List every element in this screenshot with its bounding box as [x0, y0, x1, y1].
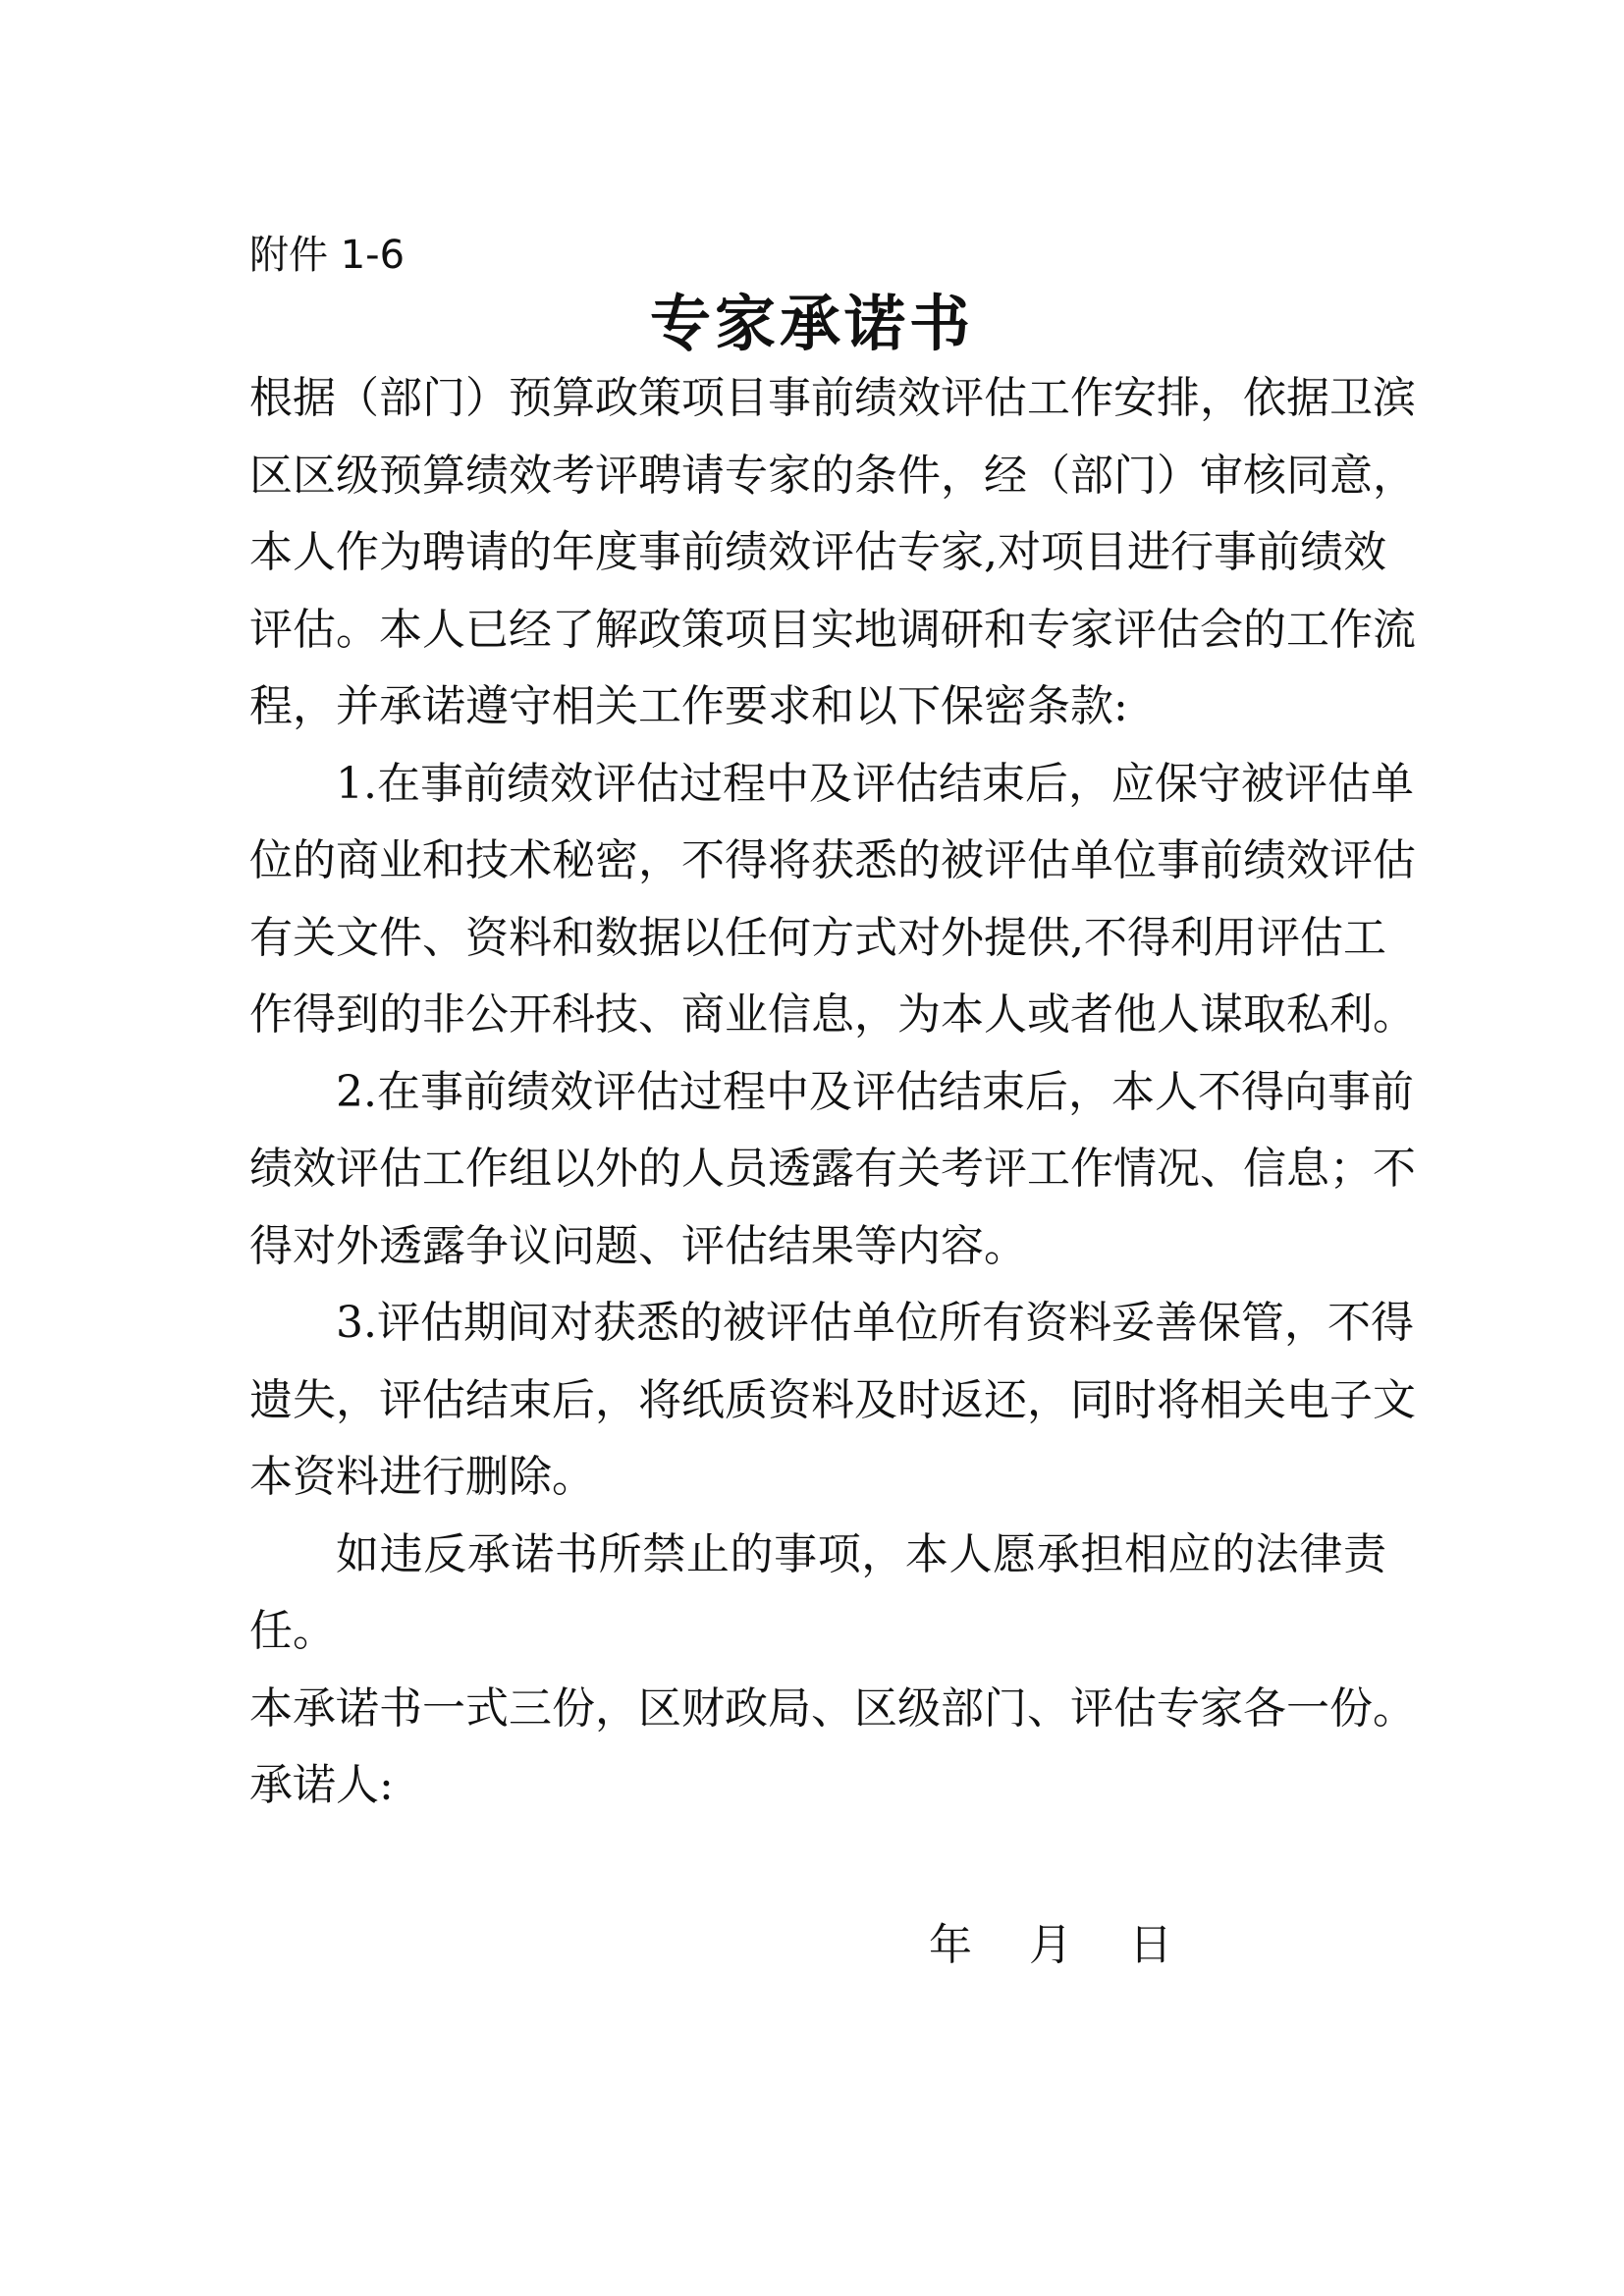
document-title: 专家承诺书 [649, 288, 974, 359]
date-month: 月 [1029, 1920, 1072, 1970]
document-body [249, 373, 1416, 1838]
attachment-label: 附件 1-6 [249, 233, 406, 278]
liability-line: 任。 [249, 1606, 336, 1656]
clause-1-line: 作得到的非公开科技、商业信息，为本人或者他人谋取私利。 [249, 989, 1416, 1040]
date-year: 年 [929, 1920, 972, 1970]
clause-1-line: 1.在事前绩效评估过程中及评估结束后，应保守被评估单 [336, 758, 1414, 809]
clause-3-line: 3.评估期间对获悉的被评估单位所有资料妥善保管，不得 [336, 1298, 1414, 1348]
clause-2-line: 2.在事前绩效评估过程中及评估结束后，本人不得向事前 [336, 1066, 1414, 1117]
text-line: 本人作为聘请的年度事前绩效评估专家,对项目进行事前绩效 [249, 527, 1386, 577]
clause-3-line: 遗失，评估结束后，将纸质资料及时返还，同时将相关电子文 [249, 1374, 1416, 1425]
copies-line: 本承诺书一式三份，区财政局、区级部门、评估专家各一份。 [249, 1682, 1416, 1734]
clause-2-line: 绩效评估工作组以外的人员透露有关考评工作情况、信息；不 [249, 1144, 1416, 1194]
clause-1-line: 位的商业和技术秘密，不得将获悉的被评估单位事前绩效评估 [249, 835, 1416, 885]
clause-1-line: 有关文件、资料和数据以任何方式对外提供,不得利用评估工 [249, 912, 1386, 963]
liability-line: 如违反承诺书所禁止的事项，本人愿承担相应的法律责 [336, 1528, 1386, 1579]
date-day: 日 [1129, 1920, 1172, 1970]
text-line: 区区级预算绩效考评聘请专家的条件，经（部门）审核同意， [249, 450, 1416, 501]
signer-label: 承诺人: [249, 1760, 394, 1810]
clause-3-line: 本资料进行删除。 [249, 1452, 595, 1502]
date-field [929, 1909, 1216, 1972]
clause-2-line: 得对外透露争议问题、评估结果等内容。 [249, 1220, 1027, 1271]
text-line: 程，并承诺遵守相关工作要求和以下保密条款: [249, 681, 1128, 731]
text-line: 评估。本人已经了解政策项目实地调研和专家评估会的工作流 [249, 604, 1416, 655]
text-line: 根据（部门）预算政策项目事前绩效评估工作安排，依据卫滨 [249, 373, 1416, 423]
